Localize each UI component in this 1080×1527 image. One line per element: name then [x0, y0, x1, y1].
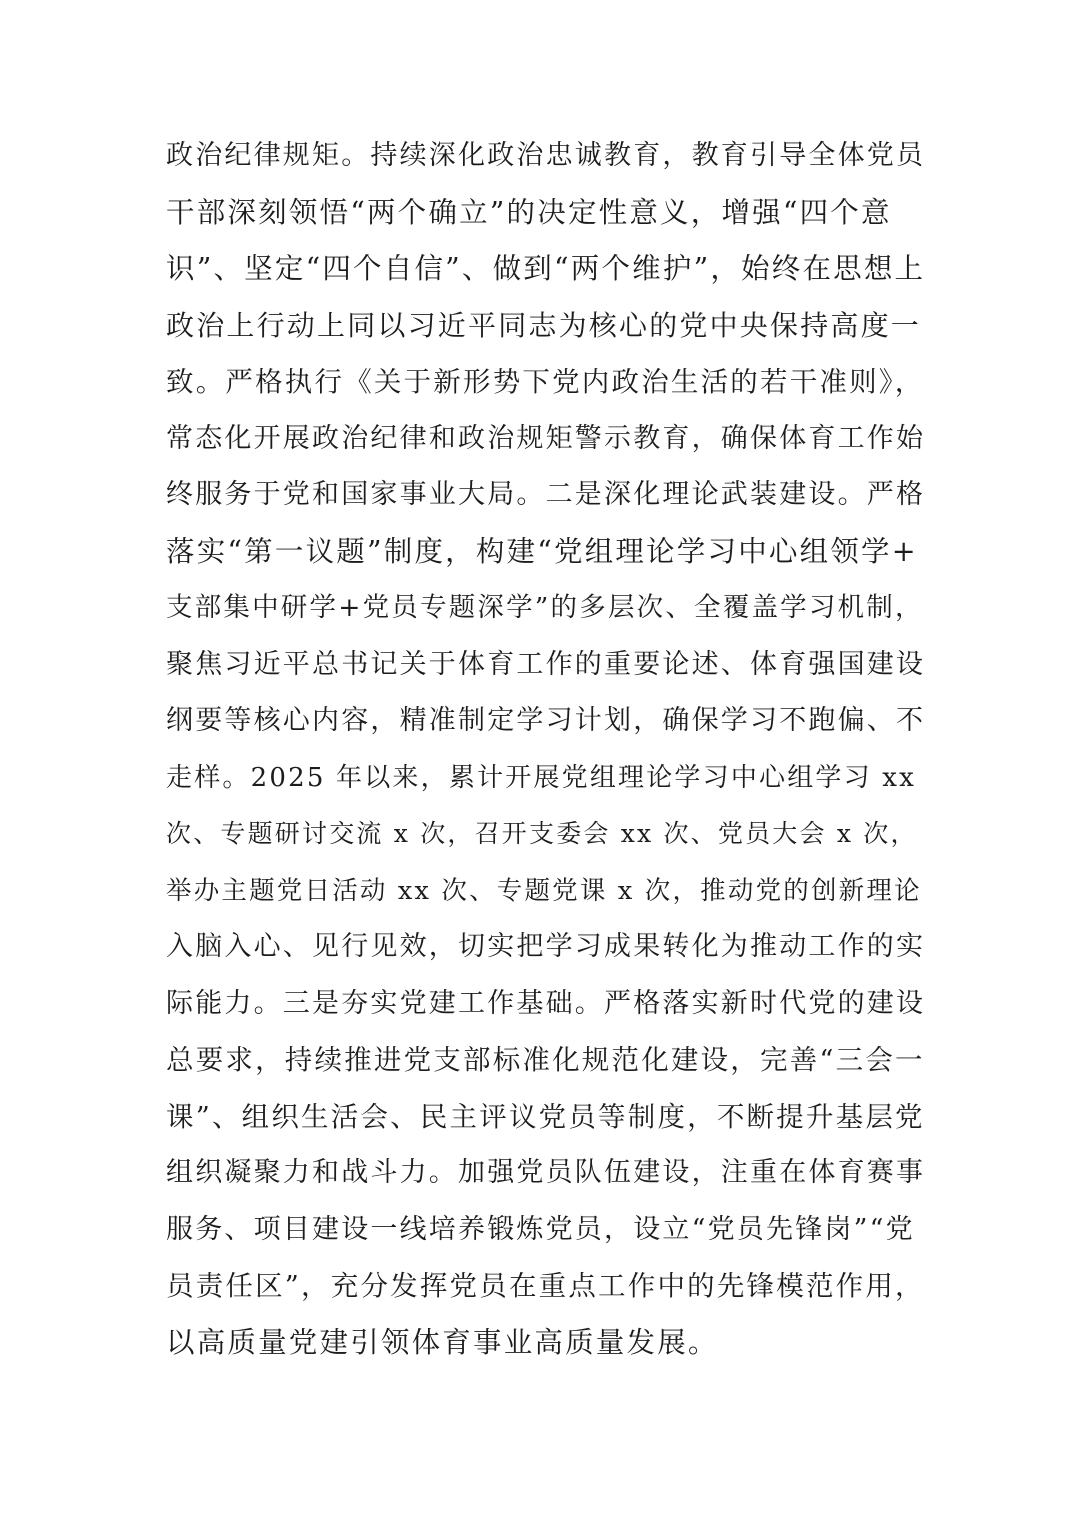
- paragraph-line: 常态化开展政治纪律和政治规矩警示教育，确保体育工作始: [166, 422, 926, 454]
- paragraph-line: 员责任区”，充分发挥党员在重点工作中的先锋模范作用，: [166, 1270, 925, 1302]
- paragraph-line: 次、专题研讨交流 x 次，召开支委会 xx 次、党员大会 x 次，: [166, 819, 918, 848]
- paragraph-line: 致。严格执行《关于新形势下党内政治生活的若干准则》，: [166, 366, 925, 398]
- paragraph-line: 以高质量党建引领体育事业高质量发展。: [166, 1325, 719, 1359]
- paragraph-line: 际能力。三是夯实党建工作基础。严格落实新时代党的建设: [166, 987, 926, 1019]
- body-paragraph: [166, 128, 926, 1371]
- paragraph-line: 终服务于党和国家事业大局。二是深化理论武装建设。严格: [166, 479, 926, 510]
- paragraph-line: 聚焦习近平总书记关于体育工作的重要论述、体育强国建设: [166, 648, 926, 680]
- paragraph-line: 政治纪律规矩。持续深化政治忠诚教育，教育引导全体党员: [166, 140, 926, 171]
- paragraph-line: 识”、坚定“四个自信”、做到“两个维护”，始终在思想上: [166, 252, 926, 285]
- paragraph-line: 总要求，持续推进党支部标准化规范化建设，完善“三会一: [166, 1044, 925, 1076]
- paragraph-line: 落实“第一议题”制度，构建“党组理论学习中心组领学+: [166, 534, 918, 568]
- paragraph-line: 走样。2025 年以来，累计开展党组理论学习中心组学习 xx: [166, 762, 917, 793]
- paragraph-line: 课”、组织生活会、民主评议党员等制度，不断提升基层党: [166, 1100, 925, 1133]
- paragraph-line: 组织凝聚力和战斗力。加强党员队伍建设，注重在体育赛事: [166, 1157, 926, 1188]
- paragraph-line: 入脑入心、见行见效，切实把学习成果转化为推动工作的实: [166, 931, 926, 962]
- paragraph-line: 举办主题党日活动 xx 次、专题党课 x 次，推动党的创新理论: [166, 875, 922, 906]
- paragraph-line: 政治上行动上同以习近平同志为核心的党中央保持高度一: [166, 308, 922, 342]
- paragraph-line: 纲要等核心内容，精准制定学习计划，确保学习不跑偏、不: [166, 705, 926, 736]
- paragraph-line: 干部深刻领悟“两个确立”的决定性意义，增强“四个意: [166, 195, 892, 229]
- paragraph-line: 支部集中研学+党员专题深学”的多层次、全覆盖学习机制，: [166, 592, 924, 623]
- paragraph-line: 服务、项目建设一线培养锻炼党员，设立“党员先锋岗”“党: [166, 1213, 915, 1245]
